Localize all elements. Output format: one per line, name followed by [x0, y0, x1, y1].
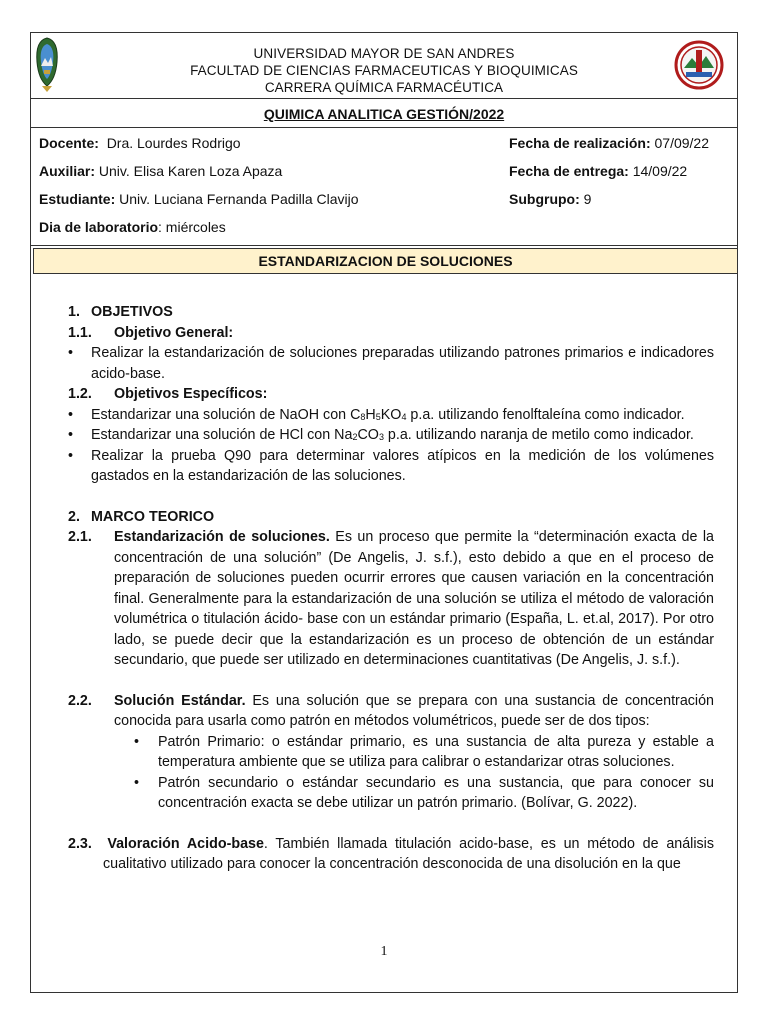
fecha-realizacion-value: 07/09/22: [654, 135, 709, 151]
section-2-3-number: 2.3.: [68, 835, 92, 852]
section-2-2-number: 2.2.: [68, 692, 92, 709]
section-2-1-text: Es un proceso que permite la “determinación exacta de la concentración de una solución” (De Angelis, J. s.f.), esto debido a que en el proceso de preparación de soluciones pueden ocurrir errores que causen variación en la concentración final. Generalmente para la estandarización de una solución se utiliza el método de valoración volumétrica o titulación ácido- base con un estándar primario (España, L. et.al, 2017). Por otro lado, se puede decir que la estandarización es un proceso de obtención de un estándar secundario, que puede ser utilizado en determinaciones cuantitativas (De Angelis, J. s.f.).: [114, 529, 714, 668]
estudiante-value: Univ. Luciana Fernanda Padilla Clavijo: [119, 191, 359, 207]
fecha-realizacion-label: Fecha de realización:: [509, 135, 651, 151]
specific-objective-item: • Realizar la prueba Q90 para determinar valores atípicos en la medición de los volúmenes gastados en la estandarización de las soluciones.: [68, 446, 714, 487]
general-objective-item: • Realizar la estandarización de soluciones preparadas utilizando patrones primarios e indicadores acido-base.: [68, 343, 714, 384]
auxiliar-value: Univ. Elisa Karen Loza Apaza: [98, 163, 283, 179]
course-title: QUIMICA ANALITICA GESTIÓN/2022: [263, 106, 505, 122]
faculty-seal-icon: [674, 40, 724, 90]
section-2-1-title: Estandarización de soluciones.: [114, 529, 330, 545]
dia-row: [39, 219, 226, 235]
section-2-3-text: . También llamada titulación acido-base, es un método de análisis cualitativo utilizado para conocer la concentración desconocida de una disolución en la que: [103, 835, 714, 872]
specific-objective-item: • Estandarizar una solución de NaOH con $C_8H_5KO_4$ p.a. utilizando fenolftaleína como indicador.: [68, 405, 714, 426]
section-1-1-title: Objetivo General:: [114, 324, 234, 341]
career-name: CARRERA QUÍMICA FARMACÉUTICA: [264, 80, 504, 95]
standard-type-item: • Patrón Primario: o estándar primario, es una sustancia de alta pureza y estable a temperatura ambiente que se utiliza para calibrar o estandarizar otras soluciones.: [68, 732, 714, 773]
docente-row: [39, 135, 241, 151]
estudiante-label: Estudiante:: [39, 191, 116, 207]
university-name: UNIVERSIDAD MAYOR DE SAN ANDRES: [253, 46, 515, 61]
document-body: [68, 302, 714, 875]
section-1-1-number: 1.1.: [68, 324, 92, 341]
subgrupo-value: 9: [583, 191, 592, 207]
dia-value: : miércoles: [158, 219, 226, 235]
document-title: ESTANDARIZACION DE SOLUCIONES: [33, 248, 738, 274]
page-number: 1: [380, 944, 388, 959]
section-1-2-heading: [68, 384, 714, 405]
fecha-entrega-label: Fecha de entrega:: [509, 163, 629, 179]
university-heading: [30, 45, 738, 96]
section-1-2-number: 1.2.: [68, 386, 92, 402]
info-box: [30, 98, 738, 246]
auxiliar-label: Auxiliar:: [39, 163, 96, 179]
section-2-2-text: Es una solución que se prepara con una sustancia de concentración conocida para usarla como patrón en métodos volumétricos, puede ser de dos tipos:: [114, 692, 714, 729]
section-2-2: [68, 691, 714, 732]
subgrupo-row: [509, 191, 591, 207]
subgrupo-label: Subgrupo:: [509, 191, 580, 207]
specific-objective-item: • Estandarizar una solución de HCl con $Na_2CO_3$ p.a. utilizando naranja de metilo como indicador.: [68, 425, 714, 446]
faculty-name: FACULTAD DE CIENCIAS FARMACEUTICAS Y BIOQUIMICAS: [190, 63, 578, 78]
dia-label: Dia de laboratorio: [39, 219, 159, 235]
section-1-title: OBJETIVOS: [91, 304, 173, 320]
standard-type-item: • Patrón secundario o estándar secundario es una sustancia, que para conocer su concentración exacta se debe utilizar un patrón primario. (Bolívar, G. 2022).: [68, 773, 714, 814]
fecha-realizacion-row: [509, 135, 709, 151]
section-2-1-number: 2.1.: [68, 529, 92, 545]
section-2-1: [68, 527, 714, 671]
section-2-2-title: Solución Estándar.: [114, 692, 246, 709]
document-header: [30, 32, 738, 98]
docente-label: Docente:: [39, 135, 99, 151]
section-1-1-heading: [68, 323, 714, 344]
estudiante-row: [39, 191, 359, 207]
docente-value: Dra. Lourdes Rodrigo: [106, 135, 241, 151]
section-2-title: MARCO TEORICO: [91, 508, 215, 525]
fecha-entrega-row: [509, 163, 687, 179]
course-divider: [31, 127, 737, 128]
fecha-entrega-value: 14/09/22: [632, 163, 688, 179]
section-2-3-title: Valoración Acido-base: [107, 835, 264, 852]
section-1-2-title: Objetivos Específicos:: [114, 386, 268, 402]
section-2-3: [68, 834, 714, 875]
section-2-number: 2.: [68, 508, 80, 525]
auxiliar-row: [39, 163, 282, 179]
section-1-heading: [68, 302, 714, 323]
section-2-heading: [68, 507, 714, 528]
section-1-number: 1.: [68, 304, 80, 320]
